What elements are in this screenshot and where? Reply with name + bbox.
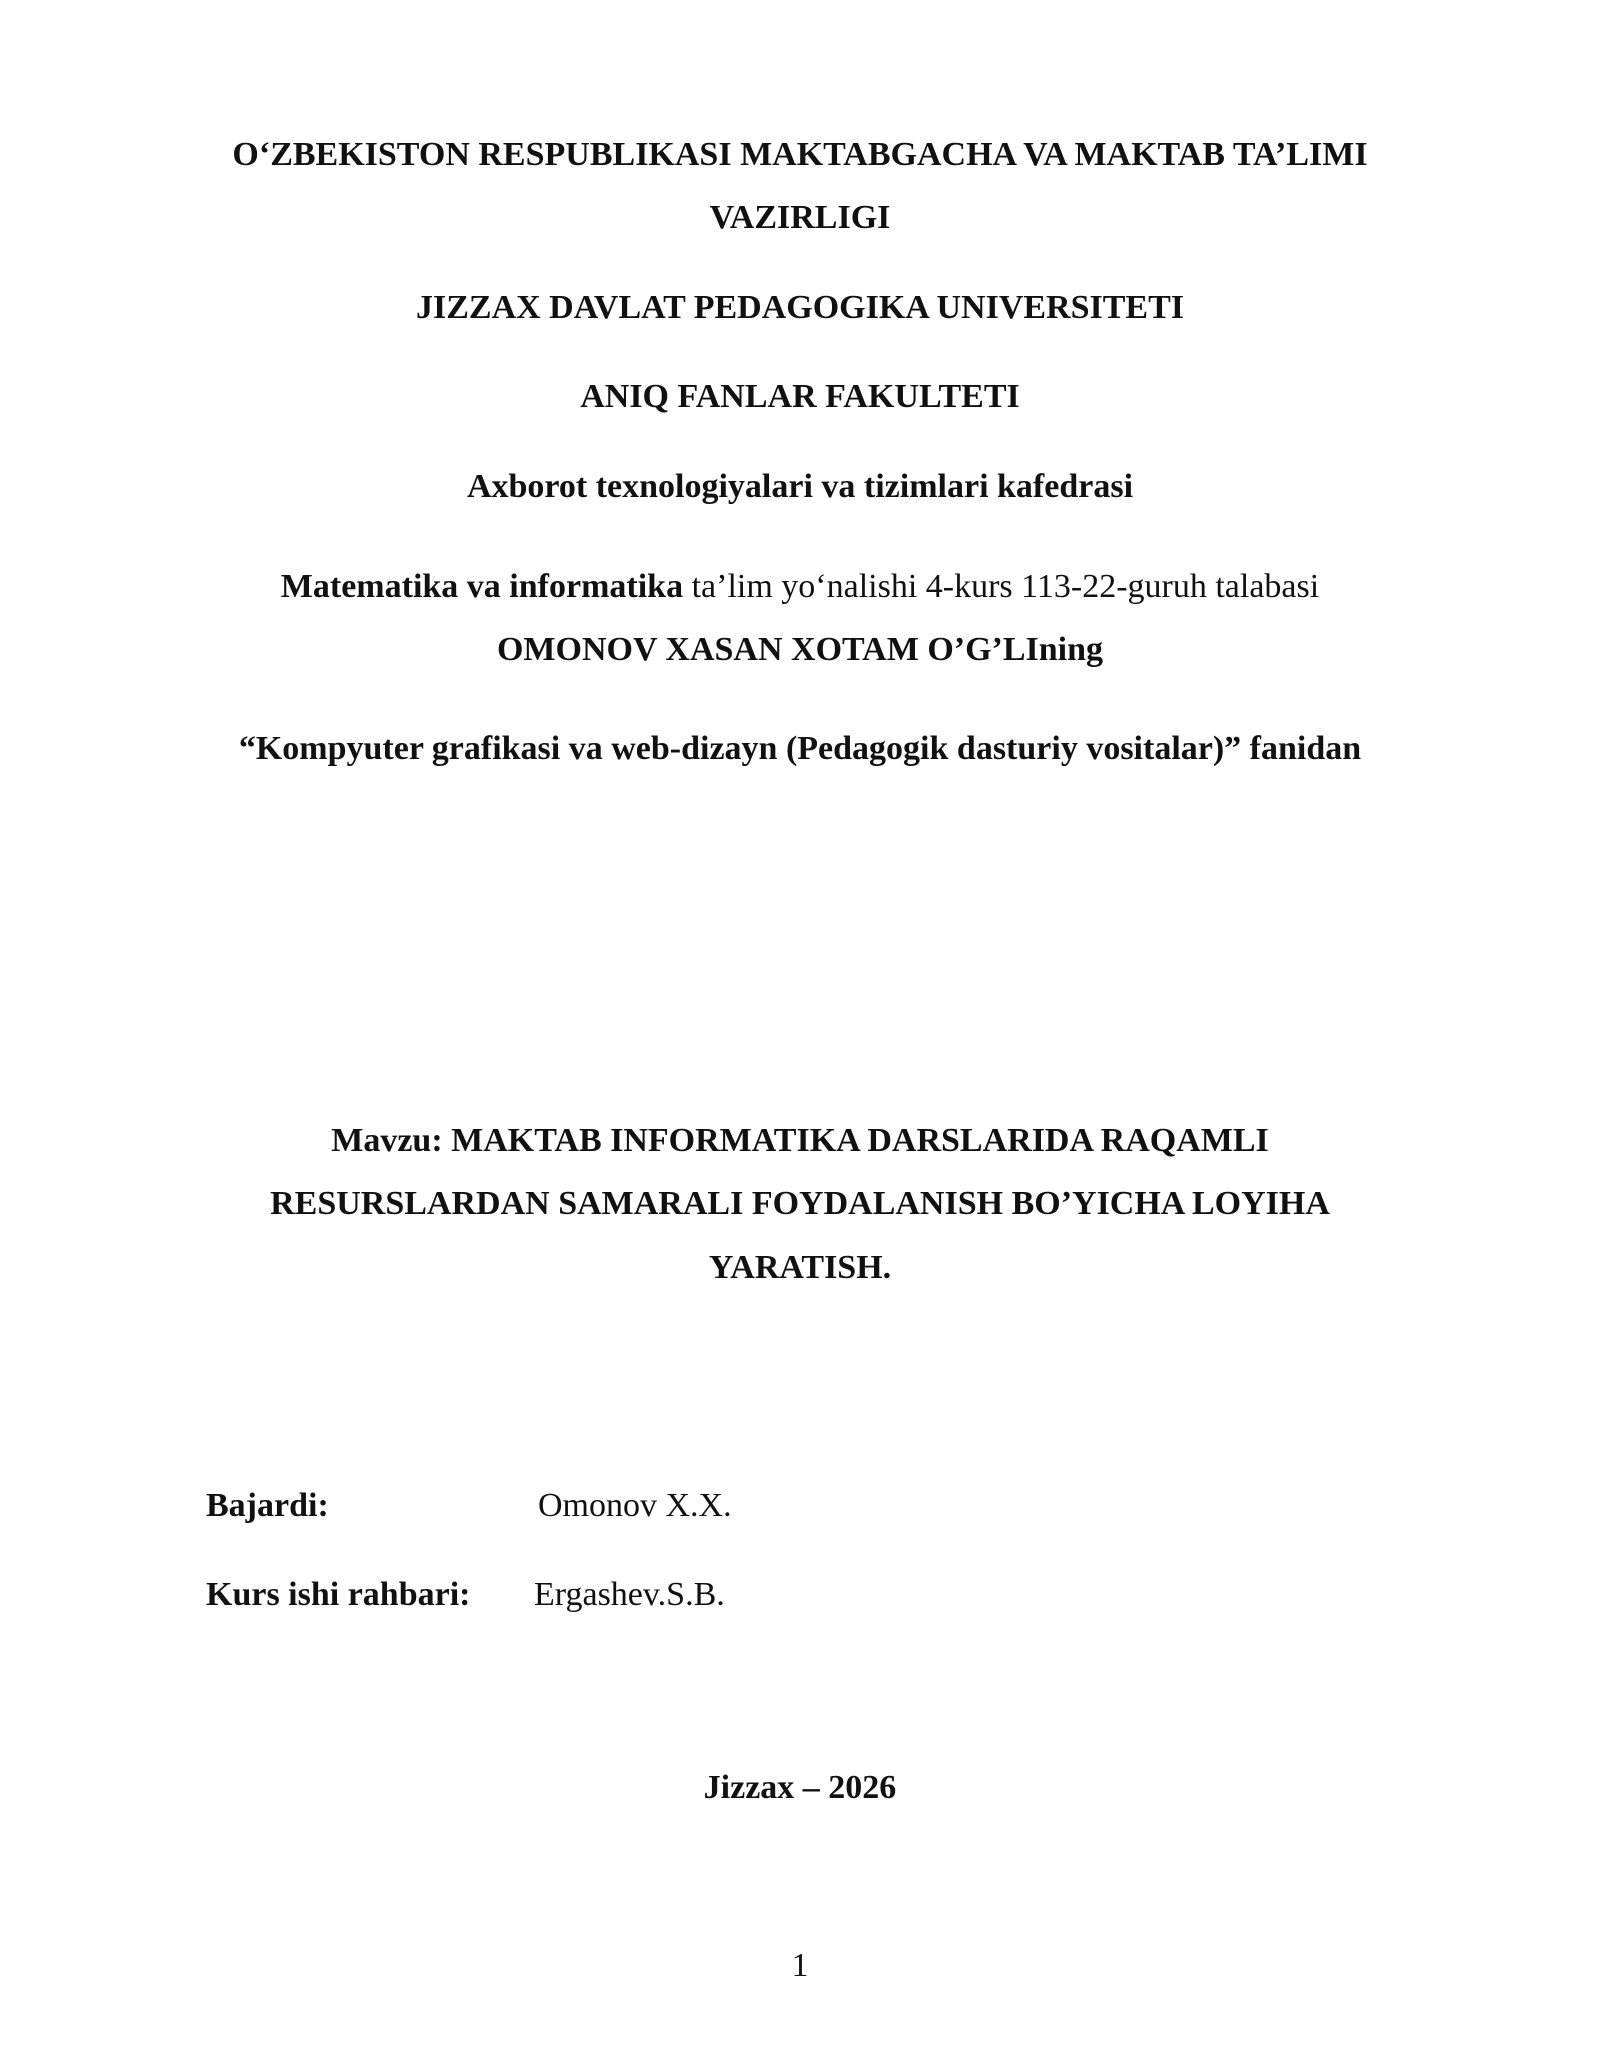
topic-line3: YARATISH. [708, 1249, 892, 1286]
direction-details: ta’lim yo‘nalishi 4-kurs 113-22-guruh talabasi [683, 568, 1320, 605]
faculty-name: ANIQ FANLAR FAKULTETI [580, 378, 1020, 415]
supervisor-label: Kurs ishi rahbari: [206, 1576, 471, 1613]
topic-line2: RESURSLARDAN SAMARALI FOYDALANISH BO’YICHA LOYIHA [270, 1185, 1330, 1222]
page-number: 1 [791, 1947, 809, 1984]
student-direction [0, 567, 1600, 607]
topic-line1: Mavzu: MAKTAB INFORMATIKA DARSLARIDA RAQAMLI [331, 1122, 1269, 1159]
department-name: Axborot texnologiyalari va tizimlari kafedrasi [466, 468, 1134, 505]
performer-label: Bajardi: [206, 1487, 329, 1524]
performer-value: Omonov X.X. [538, 1487, 732, 1524]
student-name: OMONOV XASAN XOTAM O’G’LIning [496, 631, 1104, 668]
ministry-title-line2: VAZIRLIGI [709, 199, 891, 236]
ministry-title-line1: O‘ZBEKISTON RESPUBLIKASI MAKTABGACHA VA MAKTAB TA’LIMI [232, 136, 1368, 173]
city-year: Jizzax – 2026 [703, 1769, 897, 1806]
subject-line: “Kompyuter grafikasi va web-dizayn (Pedagogik dasturiy vositalar)” fanidan [238, 730, 1362, 767]
supervisor-value: Ergashev.S.B. [534, 1576, 725, 1613]
university-name: JIZZAX DAVLAT PEDAGOGIKA UNIVERSITETI [415, 289, 1185, 326]
direction-name: Matematika va informatika [280, 568, 684, 605]
